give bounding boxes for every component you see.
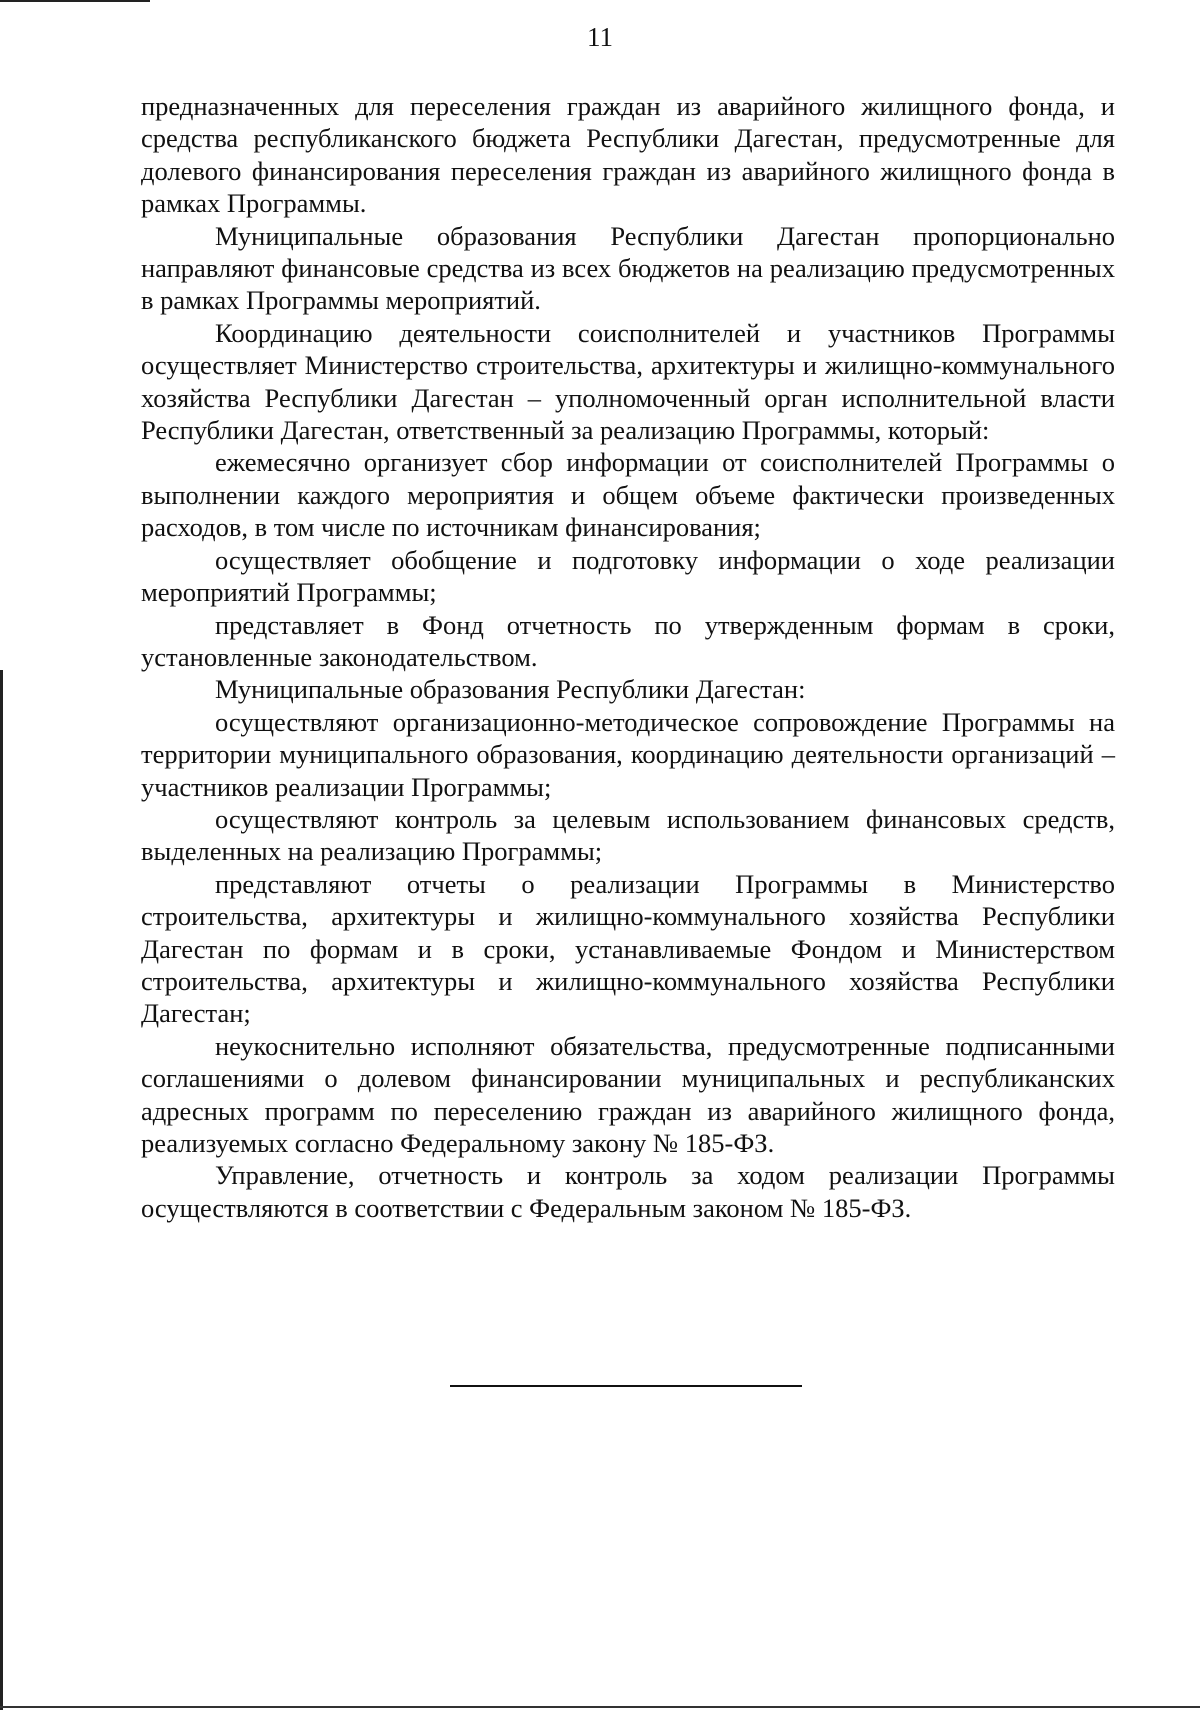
paragraph-summary: осуществляет обобщение и подготовку информации о ходе реализации мероприятий Программы; (141, 544, 1115, 608)
paragraph-management: Управление, отчетность и контроль за ходом реализации Программы осуществляются в соответствии с Федеральным законом № 185-ФЗ. (141, 1160, 1115, 1223)
page-number: 11 (587, 22, 613, 52)
paragraph-monthly-info: ежемесячно организует сбор информации от соисполнителей Программы о выполнении каждого мероприятия и общем объеме фактически произведенных расходов, в том числе по источникам финансирования; (141, 447, 1115, 543)
paragraph-obligations: неукоснительно исполняют обязательства, предусмотренные подписанными соглашениями о долевом финансировании муниципальных и республиканских адресных программ по переселению граждан из аварийного жилищного фонда, реализуемых согласно Федеральному закону № 185-ФЗ. (141, 1030, 1115, 1158)
paragraph-reports-ministry: представляют отчеты о реализации Программы в Министерство строительства, архитектуры и жилищно-коммунального хозяйства Республики Дагестан по формам и в сроки, устанавливаемые Фондом и Министерством строительства, архитектуры и жилищно-коммунального хозяйства Республики Дагестан; (141, 868, 1115, 1029)
paragraph-coordination: Координацию деятельности соисполнителей и участников Программы осуществляет Министерство строительства, архитектуры и жилищно-коммунального хозяйства Республики Дагестан – уполномоченный орган исполнительной власти Республики Дагестан, ответственный за реализацию Программы, который: (141, 317, 1115, 446)
end-of-document-rule (450, 1385, 802, 1387)
paragraph-methodical-support: осуществляют организационно-методическое сопровождение Программы на территории муниципального образования, координацию деятельности организаций – участников реализации Программы; (141, 706, 1115, 802)
scan-edge-bottom (0, 1706, 1200, 1708)
paragraph-control: осуществляют контроль за целевым использованием финансовых средств, выделенных на реализацию Программы; (141, 803, 1115, 867)
scan-edge-left (0, 670, 3, 1710)
document-body (141, 90, 1115, 1224)
paragraph-reporting-fund: представляет в Фонд отчетность по утвержденным формам в сроки, установленные законодательством. (141, 609, 1115, 672)
scan-edge-top (0, 0, 150, 2)
paragraph-municipal-funding: Муниципальные образования Республики Дагестан пропорционально направляют финансовые средства из всех бюджетов на реализацию предусмотренных в рамках Программы мероприятий. (141, 220, 1115, 316)
paragraph-continuation: предназначенных для переселения граждан из аварийного жилищного фонда, и средства республиканского бюджета Республики Дагестан, предусмотренные для долевого финансирования переселения граждан из аварийного жилищного фонда в рамках Программы. (141, 91, 1115, 219)
paragraph-municipal-heading: Муниципальные образования Республики Дагестан: (215, 674, 806, 705)
